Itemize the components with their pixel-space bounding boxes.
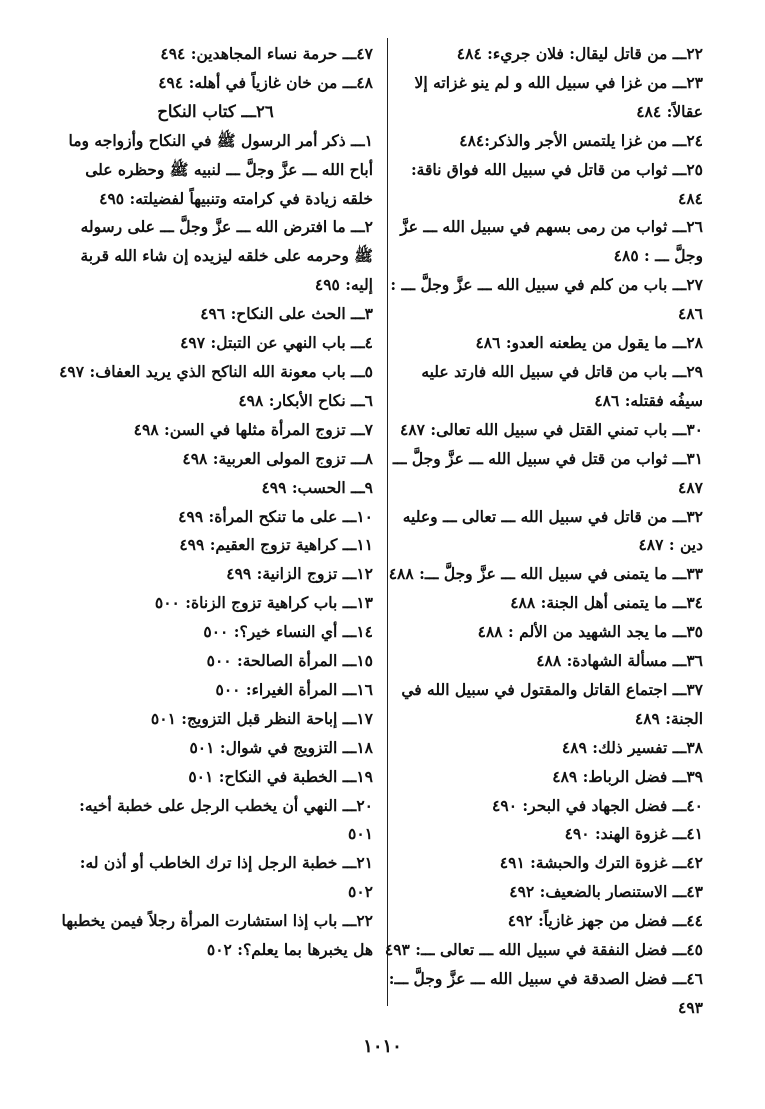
page-number: ١٠١٠ (363, 1036, 402, 1057)
index-entry: ١٧ـــ إباحة النظر قبل التزويج: ٥٠١ (150, 708, 373, 728)
index-entry: ١٦ـــ المرأة الغيراء: ٥٠٠ (215, 679, 373, 699)
index-entry: ٤٦ـــ فضل الصدقة في سبيل الله ـــ عزَّ وجلَّ ـــ: ٤٩٣ (388, 969, 703, 1017)
index-entry: ٢٦ـــ ثواب من رمى بسهم في سبيل الله ـــ عزَّ وجلَّ ـــ : ٤٨٥ (400, 217, 703, 266)
index-entry: ٤٠ـــ فضل الجهاد في البحر: ٤٩٠ (492, 795, 703, 815)
index-entry: ٣٧ـــ اجتماع القاتل والمقتول في سبيل الله في الجنة: ٤٨٩ (401, 679, 703, 728)
index-entry: ٤٨ـــ من خان غازياً في أهله: ٤٩٤ (158, 72, 373, 92)
index-entry: ١٠ـــ على ما تنكح المرأة: ٤٩٩ (178, 506, 373, 526)
right-column (383, 40, 703, 1023)
index-entry: ١٩ـــ الخطبة في النكاح: ٥٠١ (188, 766, 373, 786)
left-column (58, 40, 373, 965)
index-entry: ١٣ـــ باب كراهية تزوج الزناة: ٥٠٠ (154, 593, 373, 613)
index-entry: ٢٤ـــ من غزا يلتمس الأجر والذكر:٤٨٤ (459, 130, 703, 150)
index-entry: ٢٢ـــ باب إذا استشارت المرأة رجلاً فيمن يخطبها هل يخبرها بما يعلم؟: ٥٠٢ (61, 911, 373, 960)
index-entry: ٣٥ـــ ما يجد الشهيد من الألم : ٤٨٨ (477, 622, 703, 642)
index-entry: ٢٩ـــ باب من قاتل في سبيل الله فارتد عليه سيفُه فقتله: ٤٨٦ (421, 361, 703, 410)
index-entry: ٥ـــ باب معونة الله الناكح الذي يريد العفاف: ٤٩٧ (59, 361, 373, 381)
index-entry: ٣٣ـــ ما يتمنى في سبيل الله ـــ عزَّ وجلَّ ـــ: ٤٨٨ (388, 564, 703, 584)
index-entry: ٦ـــ نكاح الأبكار: ٤٩٨ (238, 390, 373, 410)
index-entry: ٤١ـــ غزوة الهند: ٤٩٠ (564, 824, 703, 844)
index-entry: ٤٥ـــ فضل النفقة في سبيل الله ـــ تعالى ـــ: ٤٩٣ (384, 940, 703, 960)
index-entry: ٢٧ـــ باب من كلم في سبيل الله ـــ عزَّ وجلَّ ـــ : ٤٨٦ (390, 275, 703, 324)
index-entry: ٢٣ـــ من غزا في سبيل الله و لم ينو غزاته إلا عقالاً: ٤٨٤ (414, 72, 703, 121)
index-entry: ٢٥ـــ ثواب من قاتل في سبيل الله فواق ناقة: ٤٨٤ (410, 159, 703, 208)
index-entry: ٧ـــ تزوج المرأة مثلها في السن: ٤٩٨ (133, 419, 373, 439)
index-entry: ٣٠ـــ باب تمني القتل في سبيل الله تعالى: ٤٨٧ (400, 419, 703, 439)
index-entry: ٩ـــ الحسب: ٤٩٩ (261, 477, 373, 497)
index-entry: ٢٨ـــ ما يقول من يطعنه العدو: ٤٨٦ (475, 333, 703, 353)
index-entry: ٨ـــ تزوج المولى العربية: ٤٩٨ (182, 448, 373, 468)
index-entry: ١٥ـــ المرأة الصالحة: ٥٠٠ (206, 651, 373, 671)
index-entry: ٣ـــ الحث على النكاح: ٤٩٦ (200, 304, 373, 324)
index-entry: ١ـــ ذكر أمر الرسول ﷺ في النكاح وأزواجه وما أباح الله ـــ عزَّ وجلَّ ـــ لنبيه ﷺ وحظره على خلقه زيادة في كرامته وتنبيهاً لفضيلته: ٤٩٥ (68, 130, 373, 208)
index-entry: ٤٤ـــ فضل من جهز غازياً: ٤٩٢ (507, 911, 703, 931)
index-entry: ٤٢ـــ غزوة الترك والحبشة: ٤٩١ (499, 853, 703, 873)
index-entry: ١٢ـــ تزوج الزانية: ٤٩٩ (226, 564, 373, 584)
index-entry: ٤٧ـــ حرمة نساء المجاهدين: ٤٩٤ (160, 44, 373, 63)
index-entry: ٣٦ـــ مسألة الشهادة: ٤٨٨ (536, 651, 703, 671)
index-entry: ٤ـــ باب النهي عن التبتل: ٤٩٧ (180, 333, 373, 353)
section-title: ٢٦ـــ كتاب النكاح (157, 101, 274, 121)
index-entry: ٣٢ـــ من قاتل في سبيل الله ـــ تعالى ـــ وعليه دين : ٤٨٧ (402, 506, 703, 555)
index-entry: ٢٢ـــ من قاتل ليقال: فلان جريء: ٤٨٤ (456, 44, 703, 63)
index-entry: ١٤ـــ أي النساء خير؟: ٥٠٠ (203, 622, 373, 642)
index-entry: ٤٣ـــ الاستنصار بالضعيف: ٤٩٢ (509, 882, 703, 902)
index-entry: ٢٠ـــ النهي أن يخطب الرجل على خطبة أخيه: ٥٠١ (79, 795, 373, 844)
index-entry: ٣٤ـــ ما يتمنى أهل الجنة: ٤٨٨ (510, 593, 703, 613)
index-entry: ٣١ـــ ثواب من قتل في سبيل الله ـــ عزَّ وجلَّ ـــ ٤٨٧ (392, 448, 703, 497)
index-entry: ١١ـــ كراهية تزوج العقيم: ٤٩٩ (179, 535, 373, 555)
index-entry: ١٨ـــ التزويج في شوال: ٥٠١ (189, 737, 373, 757)
index-entry: ٢١ـــ خطبة الرجل إذا ترك الخاطب أو أذن له: ٥٠٢ (79, 853, 373, 902)
index-entry: ٣٨ـــ تفسير ذلك: ٤٨٩ (561, 737, 703, 757)
index-entry: ٣٩ـــ فضل الرباط: ٤٨٩ (552, 766, 703, 786)
index-entry: ٢ـــ ما افترض الله ـــ عزَّ وجلَّ ـــ على رسوله ﷺ وحرمه على خلقه ليزيده إن شاء الله قربة إليه: ٤٩٥ (80, 217, 373, 295)
